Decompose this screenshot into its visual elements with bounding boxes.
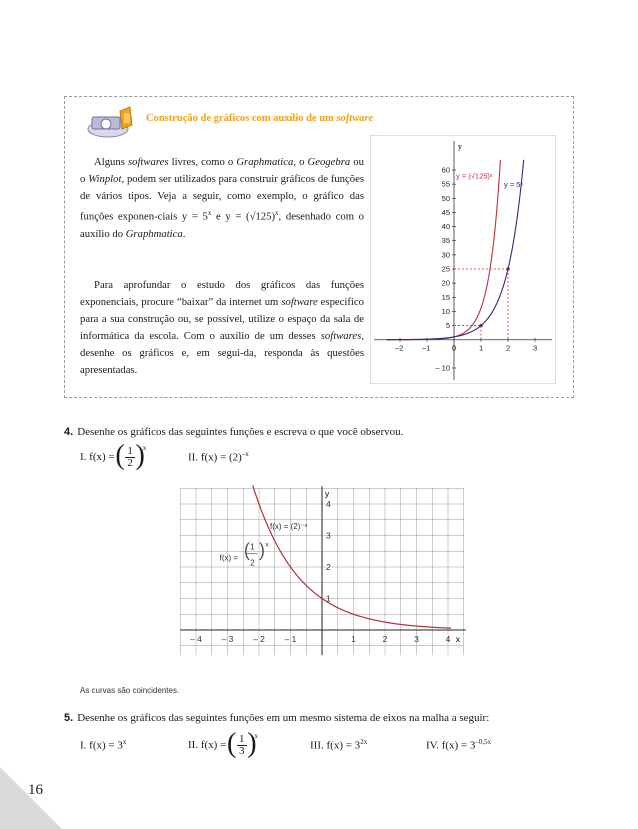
p1-part: ou o [80,156,364,185]
q5-function-1 [80,738,126,752]
question-5-text: Desenhe os gráficos das seguintes funções em um mesmo sistema de eixos na malha a seguir: [77,712,490,724]
q4-f1-prefix: I. f(x) = [80,451,115,464]
graph2-x-tick-label: – 2 [253,634,265,644]
q5-f2-numerator: ( 1 [239,733,245,745]
q5-f2-denominator: 3 [239,745,245,757]
q5-f1-exponent: x [122,738,127,746]
box-title [146,113,373,124]
paragraph-intro [80,154,364,243]
p1-part: e y = (√125) [211,210,276,223]
graph2-annotation-2-den: 2 [250,558,255,568]
graph1-x-tick-label: 0 [452,343,457,353]
graph1-y-tick-label: 25 [441,264,450,274]
graph1-x-tick-label: 1 [479,343,484,353]
p1-part: Geogebra [307,156,351,168]
graph1-x-tick-label: 2 [506,343,511,353]
graph1-x-tick-label: 3 [533,343,538,353]
q5-f2-prefix: II. f(x) = [188,739,227,752]
graph2-x-tick-label: – 4 [190,634,202,644]
p1-part: x [275,209,279,217]
graph2-series-line [253,485,451,628]
graph1-y-tick-label: 5 [445,321,450,331]
graph1-y-tick-label: 10 [441,306,450,316]
graph2-x-label: x [455,634,460,644]
graph2-x-tick-label: 2 [382,634,388,644]
q4-f1-exponent: x [142,444,147,452]
graph2-annotation-2-prefix: f(x) = [219,553,239,563]
q4-f1-numerator: ( 1 [127,445,133,457]
q5-function-4 [426,738,491,752]
p1-part: livres, como o [168,156,237,168]
box-title-italic: software [336,113,374,124]
q4-f1-fraction [117,446,143,469]
graph2-y-tick-label: 1 [326,593,331,604]
p1-part: , desenhado com o auxílio do [80,210,364,240]
graph2-annotation-2-rparen: ) [259,539,265,560]
graph1-y-tick-label: – 10 [435,363,450,373]
graph2-y-tick-label: 3 [326,530,331,541]
p2-part: Para aprofundar o estudo dos gráficos das funções exponenciais, procure “baixar” da internet um [80,279,364,308]
question-4 [64,426,403,438]
q5-function-2 [188,734,258,757]
computer-software-icon [86,103,138,139]
graph1-y-tick-label: 20 [441,278,450,288]
graph1-y-tick-label: 60 [441,165,450,175]
graph1-y-label: y [458,142,462,151]
q5-f3-exponent: 2x [360,738,368,746]
graph2-y-tick-label: 4 [326,499,331,509]
q4-f2-exponent: –x [241,450,249,458]
graph2-x-tick-label: 1 [351,634,356,644]
q4-f2-prefix: II. f(x) = (2) [188,451,242,464]
q5-f2-exponent: x [254,732,259,740]
p2-part: software [281,296,318,308]
q4-function-1 [80,446,146,469]
graph1-series-label-1: y = (√125)ˣ [456,171,493,181]
p1-part: , o [293,156,308,168]
graph2-x-tick-label: 4 [445,634,451,644]
p2-part: , desenhe os gráficos e, em segui-da, responda às questões apresentadas. [80,330,364,376]
q4-answer: As curvas são coincidentes. [80,686,180,695]
graph1-y-tick-label: 50 [441,193,450,203]
p2-part: específico para a sua construção ou, se possível, utilize o espaço da sala de informática da escola. Com o auxílio de um desses [80,296,364,342]
q5-function-3 [310,738,367,752]
graph1-x-tick-label: –2 [395,343,404,353]
p1-part: Graphmatica [236,156,294,168]
graph2-x-tick-label: 3 [414,634,419,644]
graph2-x-tick-label: – 1 [284,634,297,644]
graph1-y-tick-label: 30 [441,250,450,260]
p1-part: softwares [127,156,169,168]
graph1-x-tick-label: –1 [422,343,431,353]
graph1-y-tick-label: 15 [441,292,450,302]
p2-part: softwares [320,330,362,342]
question-4-number: 4. [64,426,74,438]
page-number: 16 [28,782,43,798]
graph2-annotation-2-exp: x [265,541,269,549]
graph2-annotation-1: f(x) = (2)⁻ˣ [270,522,308,532]
graph2-x-tick-label: – 3 [221,634,234,644]
p1-part: x [207,209,212,217]
q5-f1-prefix: I. f(x) = 3 [80,739,123,752]
question-5 [64,712,489,724]
exponential-graph-grid [172,484,482,664]
question-4-text: Desenhe os gráficos das seguintes funções e escreva o que você observou. [77,426,404,438]
graph2-y-label: y [325,488,330,499]
p1-part: Alguns [94,156,128,168]
question-5-number: 5. [64,712,74,724]
p1-part: . [182,227,186,240]
graph1-y-tick-label: 35 [441,236,450,246]
paragraph-suggestion [80,277,364,379]
q4-f1-denominator: 2 [127,457,133,469]
graph1-y-tick-label: 55 [441,179,450,189]
box-title-main: Construção de gráficos com auxílio de um [146,113,334,124]
graph1-y-tick-label: 40 [441,222,450,232]
exponential-graph-5x [370,135,556,384]
graph1-series-label-2: y = 5ˣ [504,179,523,189]
q5-f3-prefix: III. f(x) = 3 [310,739,361,752]
p1-part: Winplot [88,173,122,185]
q5-f4-exponent: –0,5x [475,738,492,746]
graph2-annotation-2-lparen: ( [243,539,250,560]
graph1-y-tick-label: 45 [441,207,450,217]
q5-f4-prefix: IV. f(x) = 3 [426,739,476,752]
graph2-y-tick-label: 2 [326,562,331,572]
p1-part: , podem ser utilizados para construir gráficos de funções de vários tipos. Veja a seguir, como exemplo, o gráfico das funções exponen-ciais y = 5 [80,173,365,223]
graph2-annotation-2-num: 1 [250,542,255,552]
q5-f2-fraction [229,734,255,757]
q4-function-2 [188,450,249,464]
p1-part: Graphmatica [125,227,183,240]
